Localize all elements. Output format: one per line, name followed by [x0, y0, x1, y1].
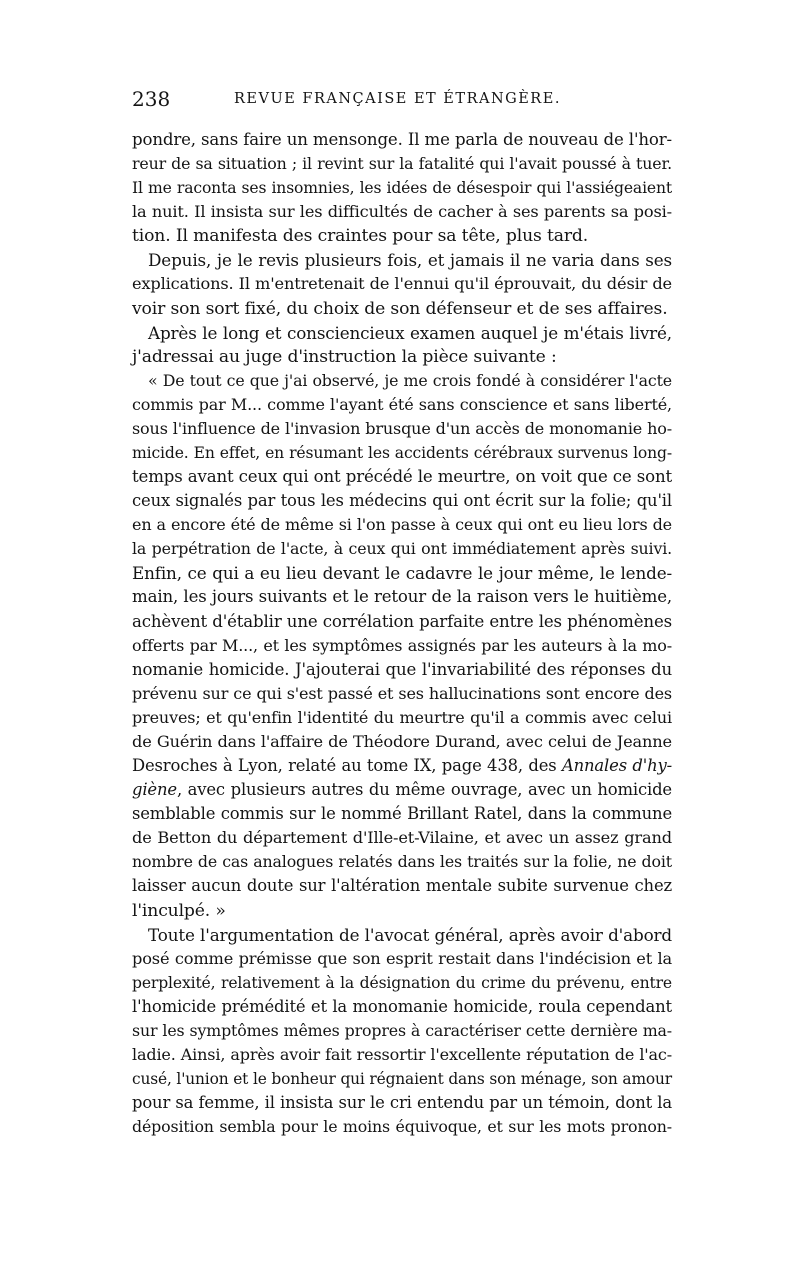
- text-line: [132, 152, 672, 176]
- text-run: semblable commis sur le nommé Brillant Ratel, dans la commune: [132, 804, 672, 824]
- text-run: commis par M... comme l'ayant été sans conscience et sans liberté,: [132, 394, 672, 414]
- text-line: [132, 1067, 672, 1091]
- text-run: voir son sort fixé, du choix de son défenseur et de ses affaires.: [132, 298, 668, 319]
- text-line: [132, 513, 672, 537]
- text-run: Après le long et consciencieux examen auquel je m'étais livré,: [148, 322, 672, 343]
- text-run: la nuit. Il insista sur les difficultés de cacher à ses parents sa posi-: [132, 202, 672, 222]
- text-run: l'inculpé. »: [132, 900, 226, 921]
- text-run: l'homicide prémédité et la monomanie homicide, roula cependant: [132, 996, 672, 1016]
- text-run: posé comme prémisse que son esprit restait dans l'indécision et la: [132, 948, 672, 968]
- text-line: [132, 730, 672, 754]
- running-header: [132, 84, 672, 114]
- text-run: explications. Il m'entretenait de l'ennui qu'il éprouvait, du désir de: [132, 274, 672, 294]
- text-line: [132, 1115, 672, 1139]
- text-line: [132, 706, 672, 730]
- text-line: [132, 200, 672, 224]
- book-page: [132, 84, 672, 1139]
- text-line: [132, 754, 672, 778]
- italic-title: giène: [132, 780, 177, 800]
- text-line: [132, 489, 672, 513]
- text-line: [132, 802, 672, 826]
- text-run: cusé, l'union et le bonheur qui régnaient dans son ménage, son amour: [132, 1070, 672, 1089]
- text-run: offerts par M..., et les symptômes assignés par les auteurs à la mo-: [132, 635, 672, 655]
- text-run: j'adressai au juge d'instruction la pièce suivante :: [132, 346, 557, 367]
- text-run: de Betton du département d'Ille-et-Vilaine, et avec un assez grand: [132, 828, 672, 848]
- text-run: Enfin, ce qui a eu lieu devant le cadavre le jour même, le lende-: [132, 563, 672, 584]
- text-line: [132, 224, 672, 248]
- text-line: [132, 321, 672, 345]
- text-run: pour sa femme, il insista sur le cri entendu par un témoin, dont la: [132, 1093, 672, 1113]
- text-run: sous l'influence de l'invasion brusque d'un accès de monomanie ho-: [132, 418, 672, 438]
- text-run: pondre, sans faire un mensonge. Il me parla de nouveau de l'hor-: [132, 130, 672, 149]
- text-line: [132, 369, 672, 393]
- text-run: sur les symptômes mêmes propres à caractériser cette dernière ma-: [132, 1020, 672, 1040]
- text-line: [132, 971, 672, 995]
- text-line: [132, 850, 672, 874]
- text-line: [132, 874, 672, 898]
- text-run: nomanie homicide. J'ajouterai que l'invariabilité des réponses du: [132, 659, 672, 679]
- text-run: , avec plusieurs autres du même ouvrage, avec un homicide: [176, 780, 672, 800]
- text-run: ladie. Ainsi, après avoir fait ressortir l'excellente réputation de l'ac-: [132, 1044, 672, 1064]
- text-run: tion. Il manifesta des craintes pour sa tête, plus tard.: [132, 226, 589, 247]
- text-run: perplexité, relativement à la désignation du crime du prévenu, entre: [132, 973, 672, 992]
- text-line: [132, 923, 672, 947]
- text-line: [132, 176, 672, 200]
- text-run: ceux signalés par tous les médecins qui ont écrit sur la folie; qu'il: [132, 491, 672, 511]
- text-line: [132, 417, 672, 441]
- text-run: temps avant ceux qui ont précédé le meurtre, on voit que ce sont: [132, 467, 672, 487]
- body-text: [132, 128, 672, 1139]
- page-number: 238: [132, 87, 171, 111]
- text-line: [132, 947, 672, 971]
- text-line: [132, 393, 672, 417]
- text-run: « De tout ce que j'ai observé, je me crois fondé à considérer l'acte: [148, 370, 672, 390]
- text-line: [132, 537, 672, 561]
- text-line: [132, 1091, 672, 1115]
- text-line: [132, 465, 672, 489]
- text-run: de Guérin dans l'affaire de Théodore Durand, avec celui de Jeanne: [132, 731, 672, 751]
- text-line: [132, 634, 672, 658]
- text-run: déposition sembla pour le moins équivoque, et sur les mots pronon-: [132, 1117, 672, 1137]
- text-line: [132, 995, 672, 1019]
- italic-title: Annales d'hy-: [561, 756, 672, 776]
- text-line: [132, 1019, 672, 1043]
- text-run: micide. En effet, en résumant les accidents cérébraux survenus long-: [132, 444, 672, 463]
- text-run: main, les jours suivants et le retour de la raison vers le huitième,: [132, 587, 672, 607]
- text-line: [132, 1043, 672, 1067]
- text-run: en a encore été de même si l'on passe à ceux qui ont eu lieu lors de: [132, 515, 672, 535]
- text-run: reur de sa situation ; il revint sur la fatalité qui l'avait poussé à tuer.: [132, 154, 672, 174]
- text-run: Il me raconta ses insomnies, les idées de désespoir qui l'assiégeaient: [132, 179, 672, 198]
- text-line: [132, 585, 672, 609]
- text-line: [132, 682, 672, 706]
- text-line: [132, 248, 672, 272]
- text-line: [132, 561, 672, 585]
- text-line: [132, 345, 672, 369]
- text-run: laisser aucun doute sur l'altération mentale subite survenue chez: [132, 876, 672, 896]
- text-line: [132, 899, 672, 923]
- text-run: Desroches à Lyon, relaté au tome IX, page 438, des: [132, 756, 562, 776]
- text-run: preuves; et qu'enfin l'identité du meurtre qu'il a commis avec celui: [132, 707, 672, 727]
- text-run: achèvent d'établir une corrélation parfaite entre les phénomènes: [132, 611, 672, 631]
- text-run: Toute l'argumentation de l'avocat général, après avoir d'abord: [148, 924, 672, 945]
- text-line: [132, 297, 672, 321]
- text-run: prévenu sur ce qui s'est passé et ses hallucinations sont encore des: [132, 683, 672, 703]
- text-run: la perpétration de l'acte, à ceux qui ont immédiatement après suivi.: [132, 539, 672, 559]
- text-run: Depuis, je le revis plusieurs fois, et jamais il ne varia dans ses: [148, 250, 672, 271]
- text-line: [132, 272, 672, 296]
- text-line: [132, 826, 672, 850]
- text-line: [132, 658, 672, 682]
- running-title: REVUE FRANÇAISE ET ÉTRANGÈRE.: [234, 91, 561, 107]
- text-line: [132, 610, 672, 634]
- text-run: nombre de cas analogues relatés dans les traités sur la folie, ne doit: [132, 852, 672, 872]
- text-line: [132, 778, 672, 802]
- text-line: [132, 128, 672, 152]
- text-line: [132, 441, 672, 465]
